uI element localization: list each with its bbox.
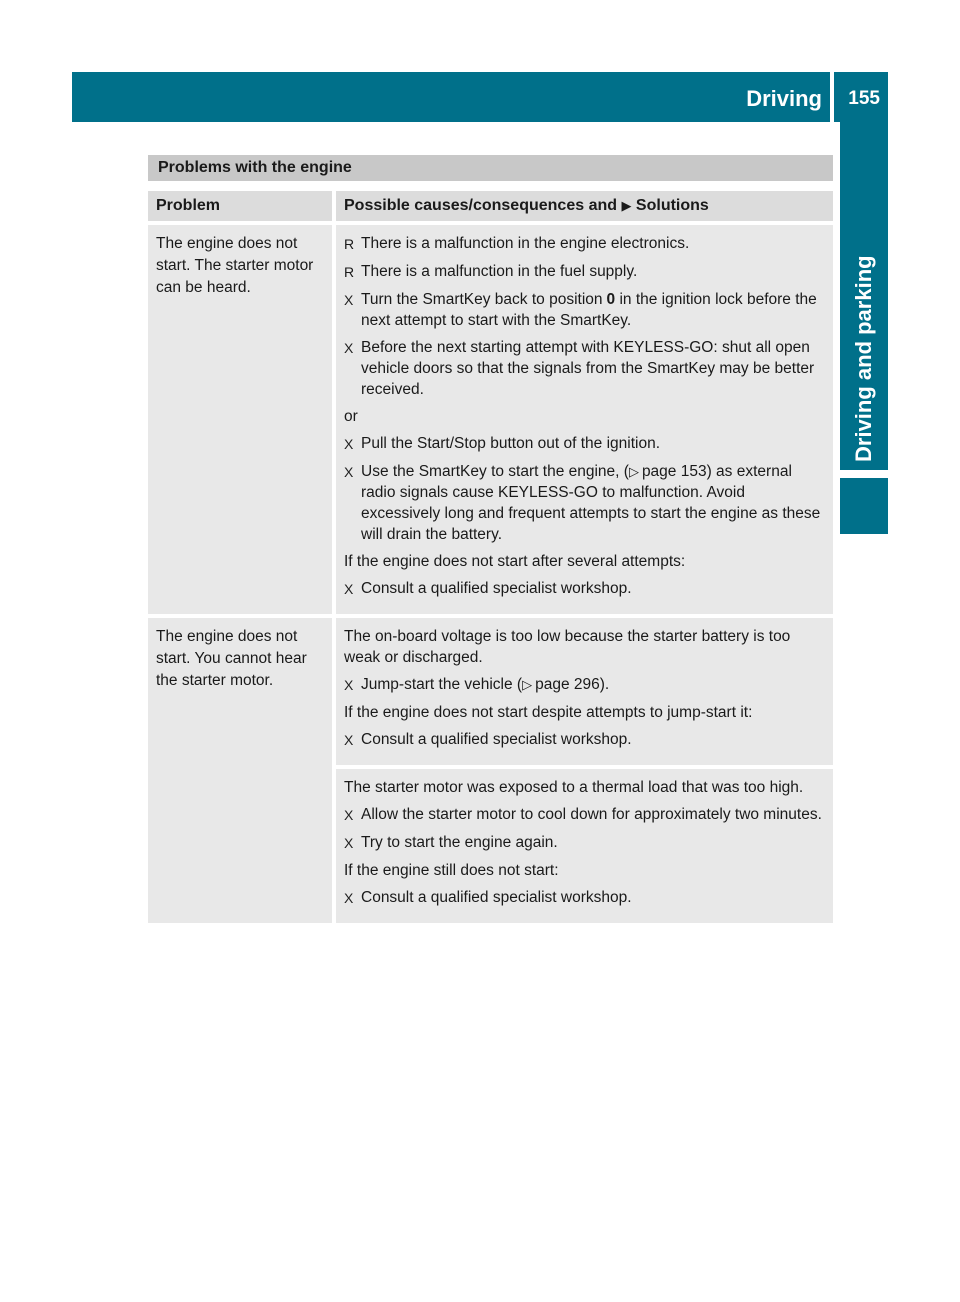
- solution-arrow-icon: ▶: [621, 198, 632, 213]
- step-arrow-icon: X: [344, 835, 354, 851]
- causes-cell: [336, 618, 833, 923]
- item-text: Try to start the engine again.: [361, 834, 558, 851]
- problem-cell: The engine does not start. You cannot hear the starter motor.: [148, 618, 332, 923]
- item-text: There is a malfunction in the engine electronics.: [361, 235, 690, 252]
- column-header-solutions-prefix: Possible causes/consequences and: [344, 197, 618, 214]
- solution-step: [344, 578, 827, 600]
- cause-block: [336, 769, 833, 923]
- solution-step: [344, 337, 827, 400]
- item-text: Before the next starting attempt with KEYLESS-GO: shut all open vehicle doors so that the signals from the SmartKey may be better received.: [361, 339, 815, 398]
- section-title: Driving: [746, 86, 822, 111]
- solution-step: [344, 461, 827, 545]
- table-row: [148, 618, 833, 923]
- step-arrow-icon: X: [344, 464, 354, 480]
- page-reference-link[interactable]: page 153: [641, 463, 707, 480]
- page-ref-arrow-icon: ▷: [522, 677, 533, 692]
- cause-text: If the engine still does not start:: [344, 862, 559, 879]
- item-text: [361, 674, 827, 696]
- solution-step: [344, 433, 827, 455]
- column-header-problem: Problem: [148, 191, 332, 221]
- step-arrow-icon: X: [344, 732, 354, 748]
- problem-cell: The engine does not start. The starter motor can be heard.: [148, 225, 332, 614]
- cause-text: or: [344, 408, 358, 425]
- item-text: Allow the starter motor to cool down for approximately two minutes.: [361, 806, 822, 823]
- column-header-solutions-suffix: Solutions: [635, 197, 709, 214]
- text-part: in the ignition lock before the next attempt to start with the SmartKey.: [361, 291, 817, 329]
- problems-table: [148, 155, 833, 923]
- solution-step: [344, 887, 827, 909]
- table-header-row: [148, 191, 833, 221]
- bullet-icon: R: [344, 264, 355, 280]
- table-title: Problems with the engine: [148, 155, 833, 181]
- item-text: Consult a qualified specialist workshop.: [361, 580, 632, 597]
- causes-cell: [336, 225, 833, 614]
- solution-step: [344, 804, 827, 826]
- solution-step: [344, 832, 827, 854]
- step-arrow-icon: X: [344, 890, 354, 906]
- text-part: Turn the SmartKey back to position: [361, 291, 603, 308]
- chapter-side-tab: [840, 122, 888, 470]
- solution-step: [344, 729, 827, 751]
- chapter-tab-marker: [840, 478, 888, 534]
- position-value: 0: [606, 291, 616, 308]
- cause-bullet-item: [344, 261, 827, 283]
- page-number: 155: [848, 88, 880, 109]
- cause-text: The on-board voltage is too low because the starter battery is too weak or discharged.: [344, 628, 791, 666]
- text-part: ) as external radio signals cause KEYLESS-GO to malfunction. Avoid excessively long and frequent attempts to start the engine as these will drain the battery.: [361, 463, 821, 543]
- step-arrow-icon: X: [344, 581, 354, 597]
- cause-block: [336, 225, 833, 614]
- step-arrow-icon: X: [344, 340, 354, 356]
- table-body: [148, 225, 833, 923]
- text-part: ).: [599, 676, 610, 693]
- page-header-bar: [72, 72, 888, 122]
- item-text: [361, 289, 827, 331]
- step-arrow-icon: X: [344, 292, 354, 308]
- cause-text: The starter motor was exposed to a thermal load that was too high.: [344, 779, 804, 796]
- chapter-label: Driving and parking: [851, 255, 876, 462]
- cause-bullet-item: [344, 233, 827, 255]
- cause-block: [336, 618, 833, 765]
- table-row: [148, 225, 833, 614]
- page-ref-arrow-icon: ▷: [628, 464, 639, 479]
- item-text: [361, 461, 827, 545]
- item-text: Consult a qualified specialist workshop.: [361, 889, 632, 906]
- text-part: Use the SmartKey to start the engine, (: [361, 463, 629, 480]
- step-arrow-icon: X: [344, 436, 354, 452]
- solution-step: [344, 674, 827, 696]
- cause-text: If the engine does not start despite attempts to jump-start it:: [344, 704, 753, 721]
- header-divider: [830, 72, 834, 122]
- page-reference-link[interactable]: page 296: [535, 676, 600, 693]
- bullet-icon: R: [344, 236, 355, 252]
- cause-text: If the engine does not start after several attempts:: [344, 553, 686, 570]
- item-text: Pull the Start/Stop button out of the ignition.: [361, 435, 661, 452]
- column-header-solutions: [336, 191, 833, 221]
- step-arrow-icon: X: [344, 677, 354, 693]
- item-text: Consult a qualified specialist workshop.: [361, 731, 632, 748]
- text-part: Jump-start the vehicle (: [361, 676, 523, 693]
- step-arrow-icon: X: [344, 807, 354, 823]
- solution-step: [344, 289, 827, 331]
- item-text: There is a malfunction in the fuel supply.: [361, 263, 638, 280]
